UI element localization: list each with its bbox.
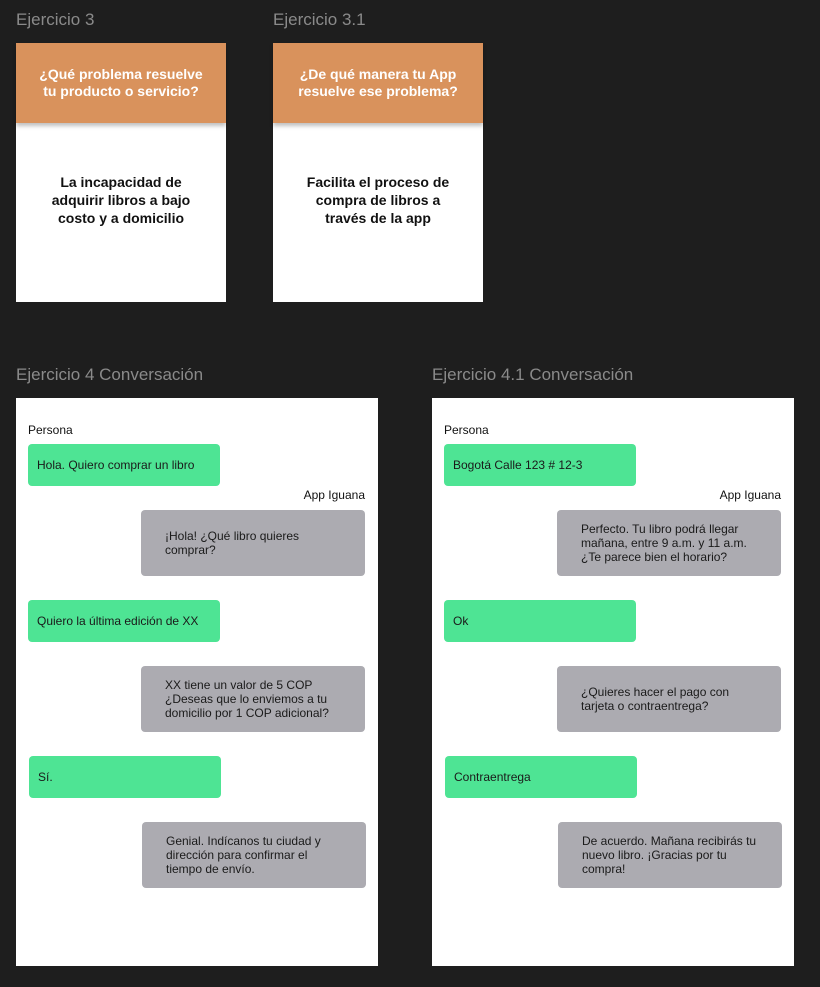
user-message: Ok [444, 600, 636, 642]
user-message: Sí. [29, 756, 221, 798]
app-label: App Iguana [719, 488, 781, 502]
app-message: ¡Hola! ¿Qué libro quieres comprar? [141, 510, 365, 576]
frame-label-ejercicio-4-1[interactable]: Ejercicio 4.1 Conversación [432, 365, 634, 384]
solution-card[interactable] [273, 43, 483, 302]
user-message: Quiero la última edición de XX [28, 600, 220, 642]
app-label: App Iguana [303, 488, 365, 502]
card-question: ¿De qué manera tu App resuelve ese problema? [273, 43, 483, 123]
app-message: De acuerdo. Mañana recibirás tu nuevo libro. ¡Gracias por tu compra! [558, 822, 782, 888]
problem-card[interactable] [16, 43, 226, 302]
user-message: Contraentrega [445, 756, 637, 798]
card-answer: Facilita el proceso de compra de libros a través de la app [306, 174, 450, 226]
card-question: ¿Qué problema resuelve tu producto o servicio? [16, 43, 226, 123]
conversation-frame[interactable] [432, 398, 794, 966]
frame-label-ejercicio-4[interactable]: Ejercicio 4 Conversación [16, 365, 204, 384]
frame-label-ejercicio-3-1[interactable]: Ejercicio 3.1 [273, 10, 366, 29]
conversation-frame[interactable] [16, 398, 378, 966]
persona-label: Persona [28, 423, 73, 437]
user-message: Hola. Quiero comprar un libro [28, 444, 220, 486]
frame-label-ejercicio-3[interactable]: Ejercicio 3 [16, 10, 95, 29]
card-answer: La incapacidad de adquirir libros a bajo costo y a domicilio [51, 174, 191, 226]
user-message: Bogotá Calle 123 # 12-3 [444, 444, 636, 486]
persona-label: Persona [444, 423, 489, 437]
app-message: Perfecto. Tu libro podrá llegar mañana, entre 9 a.m. y 11 a.m. ¿Te parece bien el horario? [557, 510, 781, 576]
app-message: XX tiene un valor de 5 COP ¿Deseas que lo enviemos a tu domicilio por 1 COP adicional? [141, 666, 365, 732]
app-message: Genial. Indícanos tu ciudad y dirección para confirmar el tiempo de envío. [142, 822, 366, 888]
app-message: ¿Quieres hacer el pago con tarjeta o contraentrega? [557, 666, 781, 732]
